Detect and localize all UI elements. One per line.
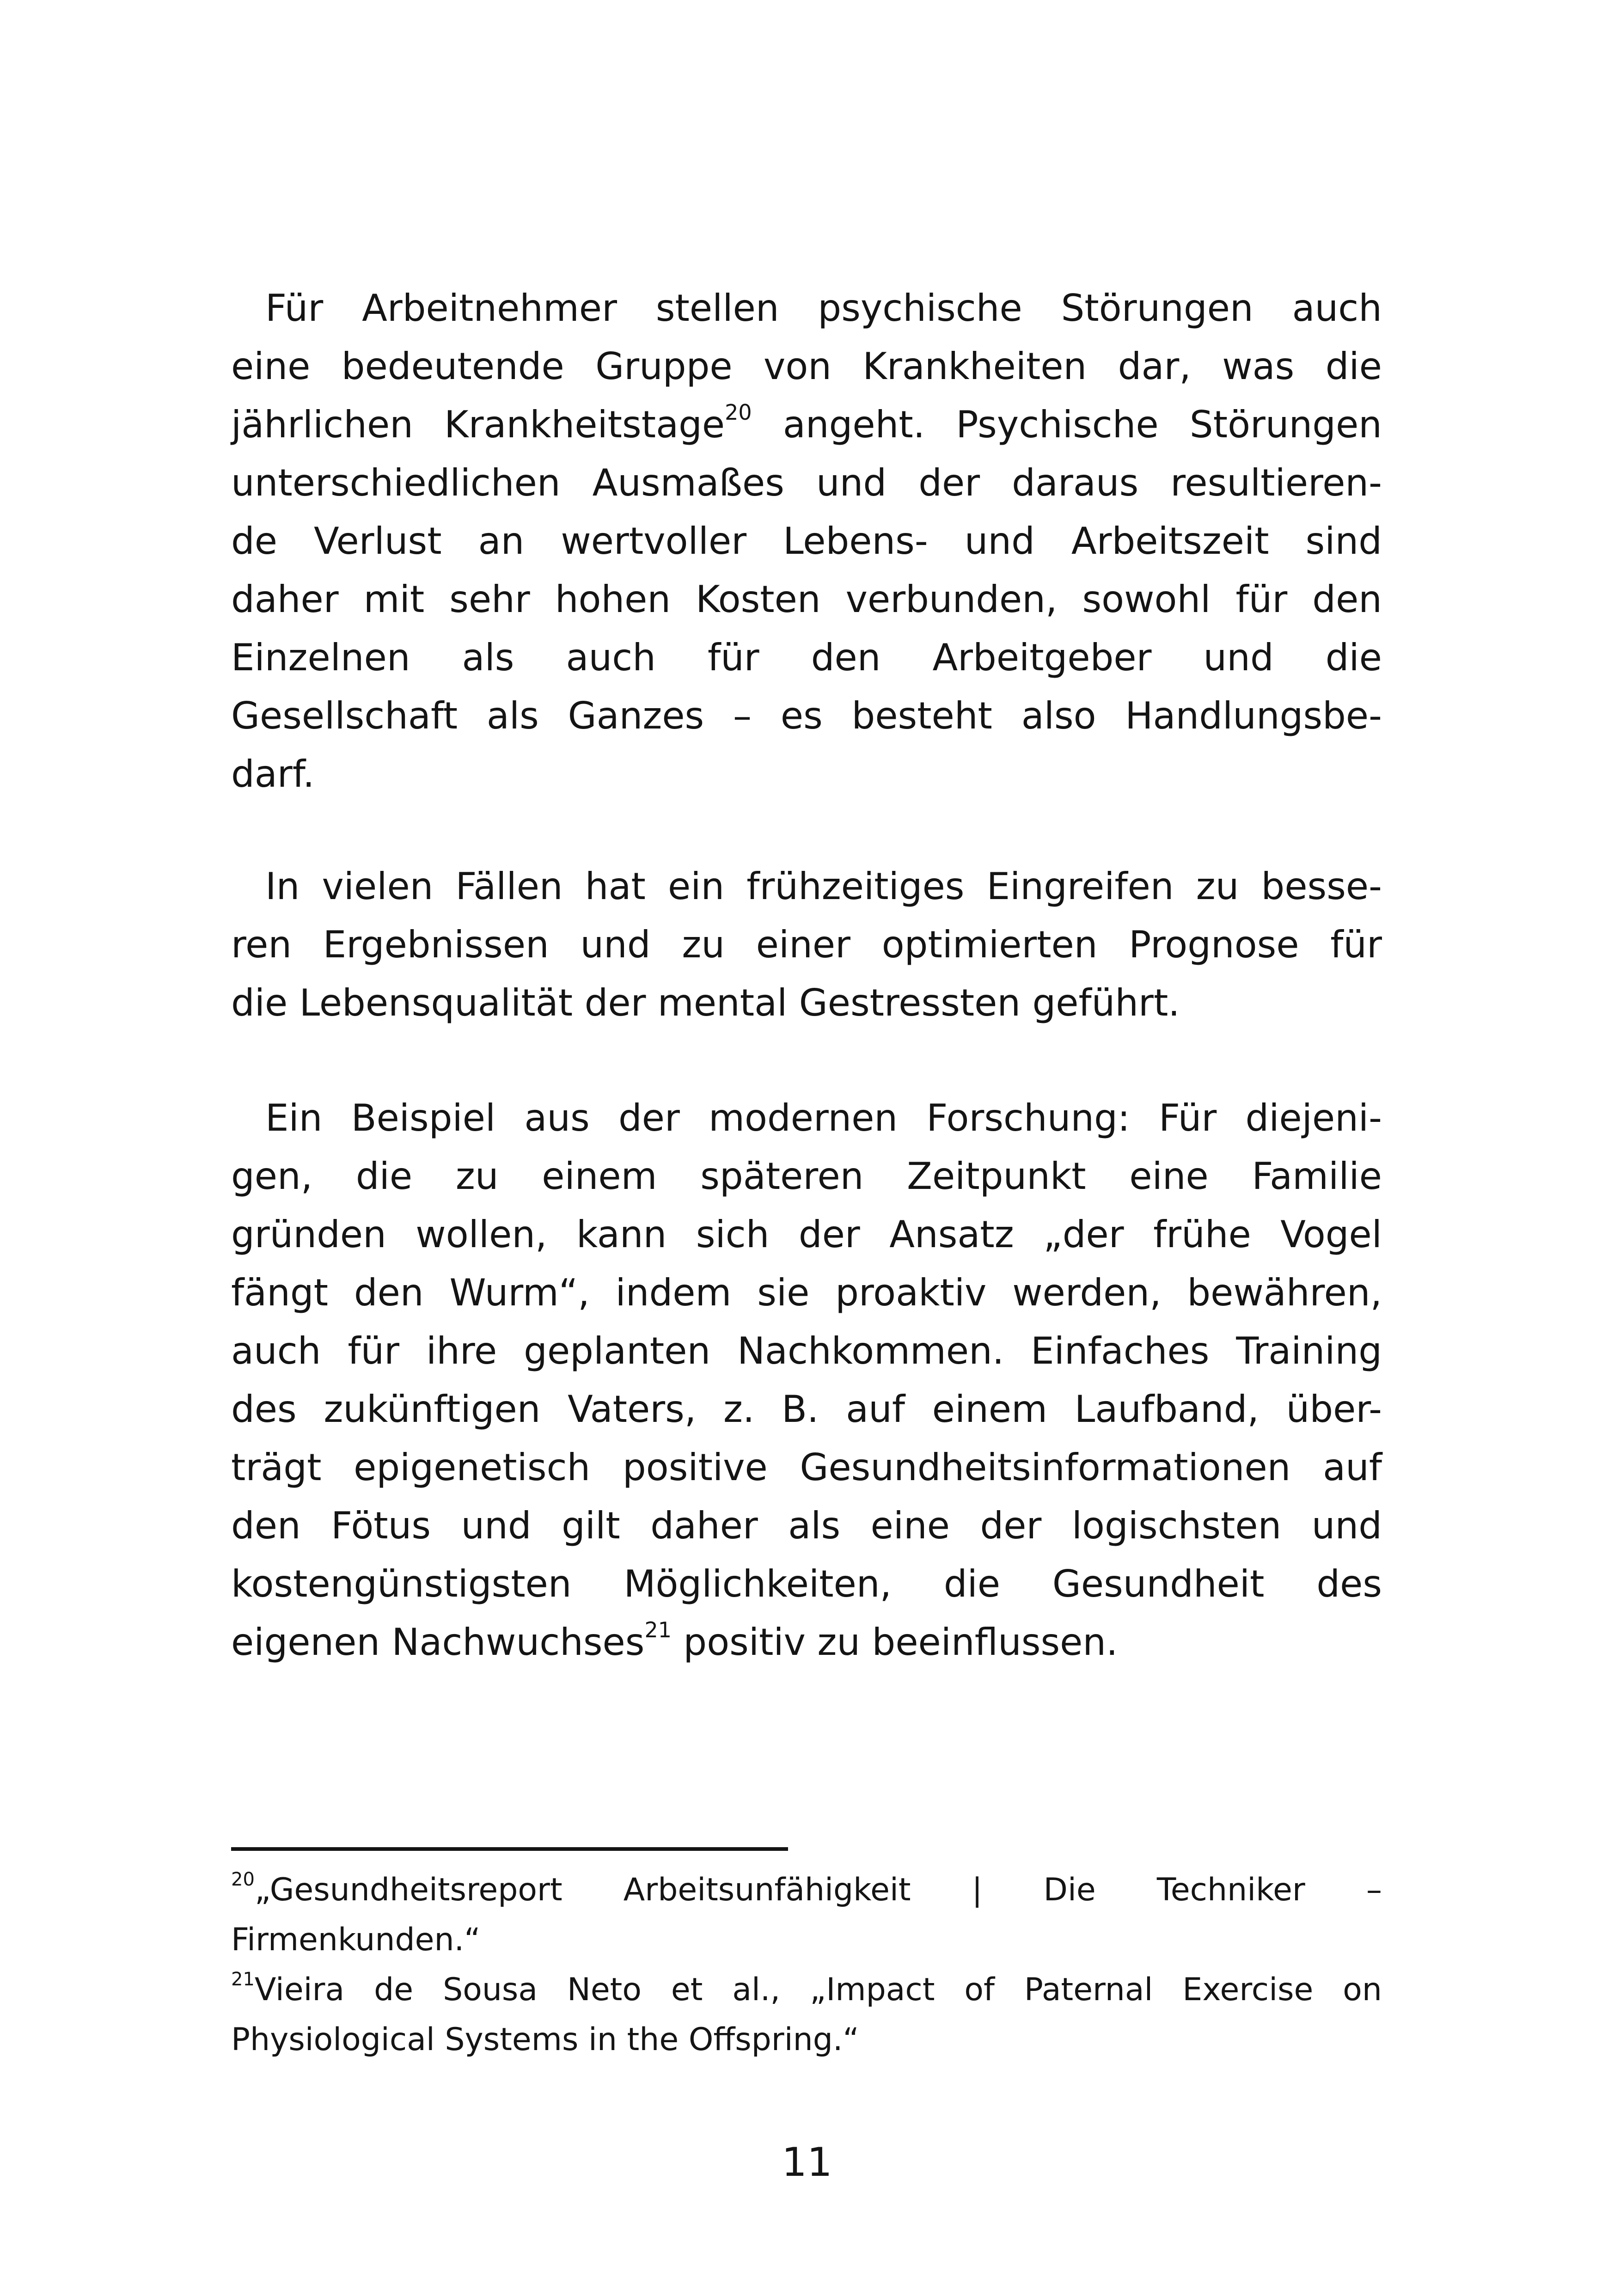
text-line: die Lebensqualität der mental Gestressten geführt. (231, 981, 1180, 1024)
text-line: trägt epigenetisch positive Gesundheitsinformationen auf (231, 1446, 1382, 1489)
text-line: gründen wollen, kann sich der Ansatz „der frühe Vogel (231, 1213, 1382, 1256)
footnote-separator (231, 1847, 788, 1851)
footnote-number: 20 (231, 1869, 255, 1891)
text-line: kostengünstigsten Möglichkeiten, die Gesundheit des (231, 1562, 1382, 1605)
text-line: den Fötus und gilt daher als eine der logischsten und (231, 1504, 1382, 1547)
footnote-20 (231, 1865, 1382, 1965)
text-line: gen, die zu einem späteren Zeitpunkt eine Familie (231, 1155, 1382, 1198)
footnote-line: Physiological Systems in the Offspring.“ (231, 2021, 859, 2058)
text-line: Ein Beispiel aus der modernen Forschung: Für diejeni- (265, 1096, 1382, 1139)
text-line: ren Ergebnissen und zu einer optimierten Prognose für (231, 923, 1382, 966)
text-line-with-footnote-ref: eigenen Nachwuchses$^{21}$ positiv zu beeinflussen. (231, 1617, 1118, 1664)
paragraph-3 (231, 1089, 1382, 1671)
text-line: unterschiedlichen Ausmaßes und der daraus resultieren- (231, 461, 1382, 504)
text-line: fängt den Wurm“, indem sie proaktiv werden, bewähren, (231, 1271, 1382, 1314)
text-line: Gesellschaft als Ganzes – es besteht also Handlungsbe- (231, 694, 1382, 737)
text-line: In vielen Fällen hat ein frühzeitiges Eingreifen zu besse- (265, 865, 1382, 908)
text-line: darf. (231, 753, 315, 796)
text-line-with-footnote-ref: jährlichen Krankheitstage$^{20}$ angeht. Psychische Störungen (231, 400, 1382, 446)
footnote-line: $^{20}$„Gesundheitsreport Arbeitsunfähigkeit | Die Techniker – (231, 1869, 1382, 1908)
text-line: des zukünftigen Vaters, z. B. auf einem Laufband, über- (231, 1388, 1382, 1431)
text-line: eine bedeutende Gruppe von Krankheiten dar, was die (231, 345, 1382, 388)
text-line: Für Arbeitnehmer stellen psychische Störungen auch (265, 287, 1382, 330)
text-line: daher mit sehr hohen Kosten verbunden, sowohl für den (231, 578, 1382, 621)
footnote-number: 21 (231, 1969, 255, 1990)
footnote-21 (231, 1965, 1382, 2065)
footnote-line: Firmenkunden.“ (231, 1922, 481, 1958)
footnote-ref-21[interactable]: 21 (644, 1617, 672, 1643)
footnote-line: $^{21}$Vieira de Sousa Neto et al., „Impact of Paternal Exercise on (231, 1969, 1382, 2008)
page-number: 11 (782, 2139, 832, 2186)
text-line: de Verlust an wertvoller Lebens- und Arbeitszeit sind (231, 520, 1382, 563)
paragraph-1 (231, 279, 1382, 803)
paragraph-2 (231, 857, 1382, 1032)
text-line: Einzelnen als auch für den Arbeitgeber und die (231, 636, 1382, 679)
footnote-ref-20[interactable]: 20 (725, 400, 752, 425)
text-line: auch für ihre geplanten Nachkommen. Einfaches Training (231, 1329, 1382, 1372)
footnotes (231, 1865, 1382, 2065)
